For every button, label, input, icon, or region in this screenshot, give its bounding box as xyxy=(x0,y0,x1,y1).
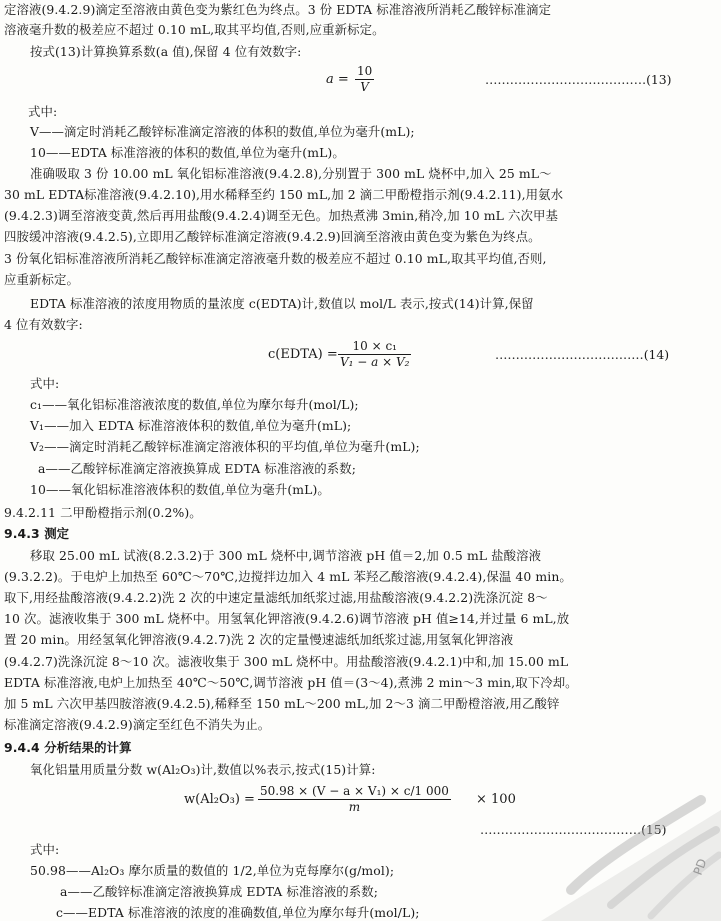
text-line: 式中: xyxy=(30,842,60,857)
text-line: 四胺缓冲溶液(9.4.2.5),立即用乙酸锌标准滴定溶液(9.4.2.9)回滴至溶液由黄色变为紫色为终点。 xyxy=(4,229,541,244)
formula-13-fraction xyxy=(355,64,374,95)
formula-14-denominator: V₁ − a × V₂ xyxy=(340,355,410,369)
text-line: 定溶液(9.4.2.9)滴定至溶液由黄色变为紫红色为终点。3 份 EDTA 标准溶液所消耗乙酸锌标准滴定 xyxy=(4,2,552,17)
text-line: V₂——滴定时消耗乙酸锌标准滴定溶液体积的平均值,单位为毫升(mL); xyxy=(30,439,420,454)
text-line: c——EDTA 标准溶液的浓度的准确数值,单位为摩尔每升(mol/L); xyxy=(56,905,420,920)
text-line: 10——EDTA 标准溶液的体积的数值,单位为毫升(mL)。 xyxy=(30,145,345,160)
text-line: V₁——加入 EDTA 标准溶液体积的数值,单位为毫升(mL); xyxy=(30,418,352,433)
text-line: 移取 25.00 mL 试液(8.2.3.2)于 300 mL 烧杯中,调节溶液 pH 值＝2,加 0.5 mL 盐酸溶液 xyxy=(30,548,542,563)
text-line: 应重新标定。 xyxy=(4,272,79,287)
text-line: 溶液毫升数的极差应不超过 0.10 mL,取其平均值,否则,应重新标定。 xyxy=(4,22,385,37)
text-line: 30 mL EDTA标准溶液(9.4.2.10),用水稀释至约 150 mL,加 2 滴二甲酚橙指示剂(9.4.2.11),用氨水 xyxy=(4,187,564,202)
text-line: (9.4.2.7)洗涤沉淀 8～10 次。滤液收集于 300 mL 烧杯中。用盐酸溶液(9.4.2.1)中和,加 15.00 mL xyxy=(4,654,569,669)
text-line: 取下,用经盐酸溶液(9.4.2.2)洗 2 次的中速定量滤纸加纸浆过滤,用盐酸溶液(9.4.2.2)洗涤沉淀 8～ xyxy=(4,590,548,605)
equation-number-14: ………………………………(14) xyxy=(495,347,670,362)
text-line: 式中: xyxy=(30,376,60,391)
equation-number-13: …………………………………(13) xyxy=(485,72,672,87)
text-line: c₁——氧化铝标准溶液浓度的数值,单位为摩尔每升(mol/L); xyxy=(30,397,359,412)
text-line: EDTA 标准溶液,电炉上加热至 40℃～50℃,调节溶液 pH 值＝(3～4),煮沸 2 min～3 min,取下冷却。 xyxy=(4,675,578,690)
text-line: 置 20 min。用经氢氧化钾溶液(9.4.2.7)洗 2 次的定量慢速滤纸加纸浆过滤,用氢氧化钾溶液 xyxy=(4,632,514,647)
section-heading-9-4-3: 9.4.3 测定 xyxy=(4,526,70,541)
section-heading-9-4-4: 9.4.4 分析结果的计算 xyxy=(4,740,132,755)
formula-14-fraction xyxy=(338,339,411,370)
text-line: EDTA 标准溶液的浓度用物质的量浓度 c(EDTA)计,数值以 mol/L 表示,按式(14)计算,保留 xyxy=(30,296,534,311)
text-line: (9.3.2.2)。于电炉上加热至 60℃～70℃,边搅拌边加入 4 mL 苯羟乙酸溶液(9.4.2.4),保温 40 min。 xyxy=(4,569,572,584)
text-line: 式中: xyxy=(28,104,58,119)
formula-13-numerator: 10 xyxy=(357,64,373,78)
text-line: 加 5 mL 六次甲基四胺溶液(9.4.2.5),稀释至 150 mL～200 mL,加 2～3 滴二甲酚橙溶液,用乙酸锌 xyxy=(4,696,560,711)
formula-15-multiplier: × 100 xyxy=(476,792,516,807)
text-line: (9.4.2.3)调至溶液变黄,然后再用盐酸(9.4.2.4)调至无色。加热煮沸 3min,稍冷,加 10 mL 六次甲基 xyxy=(4,208,558,223)
watermark-text: PD xyxy=(690,856,710,878)
formula-15-denominator: m xyxy=(348,800,361,814)
equation-number-15: …………………………………(15) xyxy=(480,822,667,837)
text-line: 10 次。滤液收集于 300 mL 烧杯中。用氢氧化钾溶液(9.4.2.6)调节溶液 pH 值≥14,并过量 6 mL,放 xyxy=(4,611,570,626)
text-line: a——乙酸锌标准滴定溶液换算成 EDTA 标准溶液的系数; xyxy=(38,461,357,476)
formula-15-numerator: 50.98 × (V − a × V₁) × c/1 000 xyxy=(260,784,449,798)
text-line: 10——氧化铝标准溶液体积的数值,单位为毫升(mL)。 xyxy=(30,482,330,497)
formula-15-fraction xyxy=(258,784,451,815)
section-heading-9-4-2-11: 9.4.2.11 二甲酚橙指示剂(0.2%)。 xyxy=(4,505,202,520)
text-line: 准确吸取 3 份 10.00 mL 氧化铝标准溶液(9.4.2.8),分别置于 300 mL 烧杯中,加入 25 mL～ xyxy=(30,166,552,181)
formula-15-lhs: w(Al₂O₃) = xyxy=(184,792,255,807)
watermark-stamp xyxy=(501,690,721,921)
text-line: 50.98——Al₂O₃ 摩尔质量的数值的 1/2,单位为克每摩尔(g/mol); xyxy=(30,863,395,878)
text-line: 4 位有效数字: xyxy=(4,317,83,332)
formula-14-numerator: 10 × c₁ xyxy=(338,339,411,355)
formula-13-lhs: a = xyxy=(326,72,349,87)
formula-14-lhs: c(EDTA) = xyxy=(268,347,338,362)
text-line: a——乙酸锌标准滴定溶液换算成 EDTA 标准溶液的系数; xyxy=(60,884,379,899)
text-line: V——滴定时消耗乙酸锌标准滴定溶液的体积的数值,单位为毫升(mL); xyxy=(30,124,415,139)
text-line: 按式(13)计算换算系数(a 值),保留 4 位有效数字: xyxy=(30,44,302,59)
text-line: 标准滴定溶液(9.4.2.9)滴定至红色不消失为止。 xyxy=(4,717,271,732)
formula-13-denominator: V xyxy=(360,80,369,94)
text-line: 3 份氧化铝标准溶液所消耗乙酸锌标准滴定溶液毫升数的极差应不超过 0.10 mL,取其平均值,否则, xyxy=(4,251,547,266)
text-line: 氧化铝量用质量分数 w(Al₂O₃)计,数值以%表示,按式(15)计算: xyxy=(30,762,376,777)
